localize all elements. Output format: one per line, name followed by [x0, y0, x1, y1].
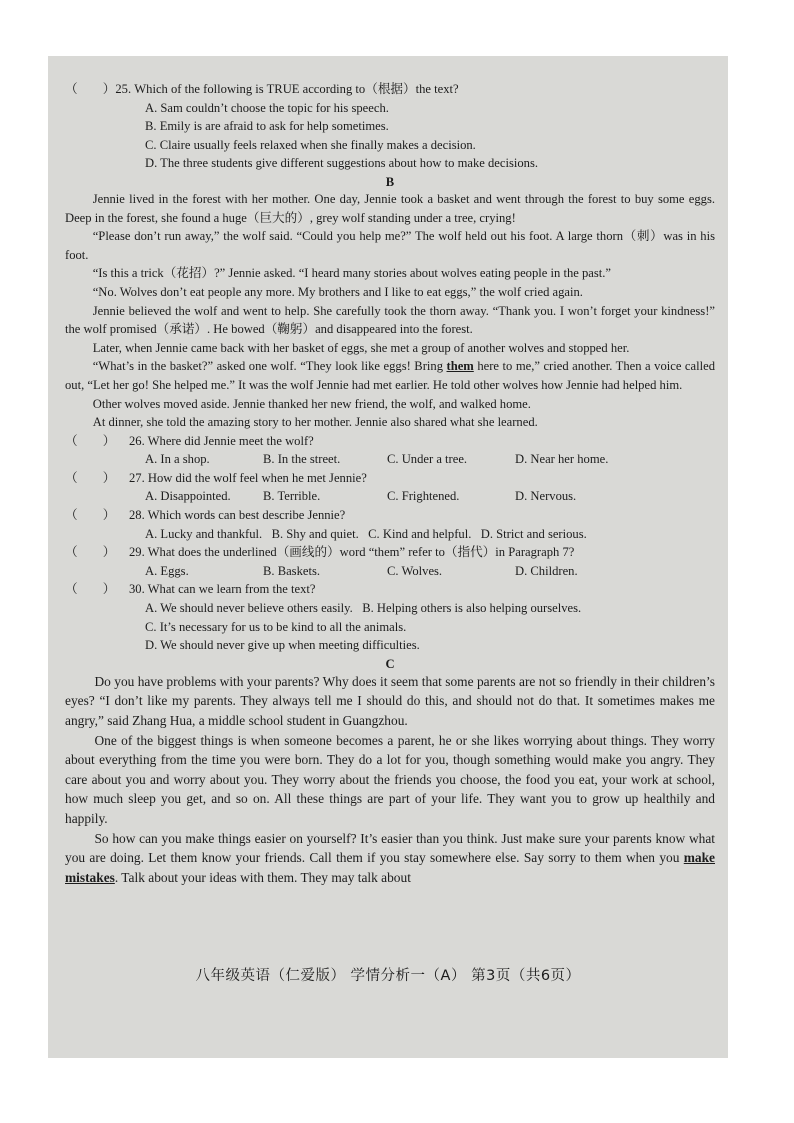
q29-option-d: D. Children. — [515, 563, 578, 578]
p3-text-b: . Talk about your ideas with them. They may talk about — [114, 869, 411, 885]
passage-c — [65, 672, 715, 888]
passage-c-paragraph-2: One of the biggest things is when someone becomes a parent, he or she likes worrying about things. They worry about everything from the time you were born. They do a lot for you, though something would make you angry. They care about you and worry about you. They worry about the friends you choose, the food you eat, your work at school, how much sleep you get, and so on. All these things are part of your life. They want you to grow up healthily and happily. — [65, 732, 715, 826]
answer-bracket[interactable]: （ ） — [65, 470, 116, 485]
answer-bracket[interactable]: （ ） — [65, 433, 116, 448]
exam-page — [48, 56, 728, 1058]
question-26-stem: 26. Where did Jennie meet the wolf? — [129, 433, 314, 448]
passage-b-paragraph-9: At dinner, she told the amazing story to her mother. Jennie also shared what she learned. — [92, 415, 538, 430]
q26-option-b: B. In the street. — [263, 452, 341, 467]
passage-b-paragraph-2: “Please don’t run away,” the wolf said. “Could you help me?” The wolf held out his foot. A large thorn（刺）was in his foot. — [65, 229, 715, 262]
section-c-heading: C — [385, 656, 395, 671]
passage-b-paragraph-7 — [65, 357, 715, 394]
q27-option-c: C. Frightened. — [387, 489, 460, 504]
passage-b-paragraph-1: Jennie lived in the forest with her mother. One day, Jennie took a basket and went through the forest to buy some eggs. Deep in the forest, she found a huge（巨大的）, grey wolf standing under a tree, crying! — [65, 191, 715, 225]
question-27-stem: 27. How did the wolf feel when he met Jennie? — [129, 470, 367, 485]
q30-option-d: D. We should never give up when meeting difficulties. — [145, 638, 420, 653]
q28-options: A. Lucky and thankful. B. Shy and quiet. C. Kind and helpful. D. Strict and serious. — [145, 526, 587, 541]
q29-options — [65, 562, 715, 581]
answer-bracket[interactable]: （ ） — [65, 582, 116, 597]
question-29 — [65, 543, 715, 562]
passage-b-paragraph-3: “Is this a trick（花招）?” Jennie asked. “I heard many stories about wolves eating people in the past.” — [92, 266, 612, 281]
question-28 — [65, 506, 715, 525]
p3-text-a: So how can you make things easier on yourself? It’s easier than you think. Just make sure your parents know what you are doing. Let them know your friends. Call them if you stay somewhere else. Say sorry to them when you — [65, 830, 715, 866]
page-footer: 八年级英语（仁爱版） 学情分析一（A） 第3页（共6页） — [195, 968, 581, 984]
answer-bracket[interactable]: （ ） — [65, 545, 116, 560]
q27-option-d: D. Nervous. — [515, 489, 577, 504]
page-content — [65, 80, 715, 887]
question-27 — [65, 469, 715, 488]
q26-option-d: D. Near her home. — [515, 452, 609, 467]
q26-option-c: C. Under a tree. — [387, 452, 468, 467]
q26-options — [65, 450, 715, 469]
p7-text-a: “What’s in the basket?” asked one wolf. “They look like eggs! Bring — [92, 359, 447, 374]
section-b-heading: B — [385, 174, 395, 189]
q25-option-c: C. Claire usually feels relaxed when she finally makes a decision. — [145, 137, 476, 152]
q27-option-a: A. Disappointed. — [145, 489, 231, 504]
q26-option-a: A. In a shop. — [145, 452, 210, 467]
question-30 — [65, 580, 715, 599]
q27-options — [65, 487, 715, 506]
q25-option-d: D. The three students give different suggestions about how to make decisions. — [145, 156, 539, 171]
answer-bracket[interactable]: （ ） — [65, 508, 116, 523]
q25-option-b: B. Emily is are afraid to ask for help sometimes. — [145, 119, 389, 134]
question-28-stem: 28. Which words can best describe Jennie? — [129, 508, 346, 523]
question-26 — [65, 432, 715, 451]
question-30-stem: 30. What can we learn from the text? — [129, 582, 316, 597]
passage-c-paragraph-1: Do you have problems with your parents? Why does it seem that some parents are not so friendly in their children’s eyes? “I don’t like my parents. They always tell me I should do this, and should not do that. It sometimes makes me angry,” said Zhang Hua, a middle school student in Guangzhou. — [65, 673, 715, 728]
question-29-stem: 29. What does the underlined（画线的）word “them” refer to（指代）in Paragraph 7? — [129, 545, 575, 560]
q29-option-a: A. Eggs. — [145, 563, 189, 578]
passage-b-paragraph-6: Later, when Jennie came back with her basket of eggs, she met a group of another wolves and stopped her. — [92, 340, 630, 355]
q29-option-b: B. Baskets. — [263, 563, 321, 578]
q30-option-c: C. It’s necessary for us to be kind to all the animals. — [145, 619, 407, 634]
passage-b-paragraph-5: Jennie believed the wolf and went to help. She carefully took the thorn away. “Thank you. I won’t forget your kindness!” the wolf promised（承诺）. He bowed（鞠躬）and disappeared into the forest. — [65, 303, 715, 337]
underlined-phrase-make-mistakes: make mistakes — [65, 850, 715, 885]
p7-text-b: here to me,” cried another. Then a voice called out, “Let her go! She helped me.” It was the wolf Jennie had met earlier. He told other wolves how Jennie had helped him. — [65, 359, 715, 392]
q25-option-a: A. Sam couldn’t choose the topic for his speech. — [145, 100, 389, 115]
passage-b-paragraph-4: “No. Wolves don’t eat people any more. My brothers and I like to eat eggs,” the wolf cried again. — [92, 284, 583, 299]
underlined-word-them: them — [446, 359, 474, 374]
passage-b-paragraph-8: Other wolves moved aside. Jennie thanked her new friend, the wolf, and walked home. — [92, 396, 531, 411]
q29-option-c: C. Wolves. — [387, 563, 443, 578]
passage-c-paragraph-3 — [65, 829, 715, 888]
q27-option-b: B. Terrible. — [263, 489, 321, 504]
q30-options-ab: A. We should never believe others easily. B. Helping others is also helping ourselves. — [145, 601, 582, 616]
question-25-stem: （ ）25. Which of the following is TRUE according to（根据）the text? — [65, 82, 459, 96]
